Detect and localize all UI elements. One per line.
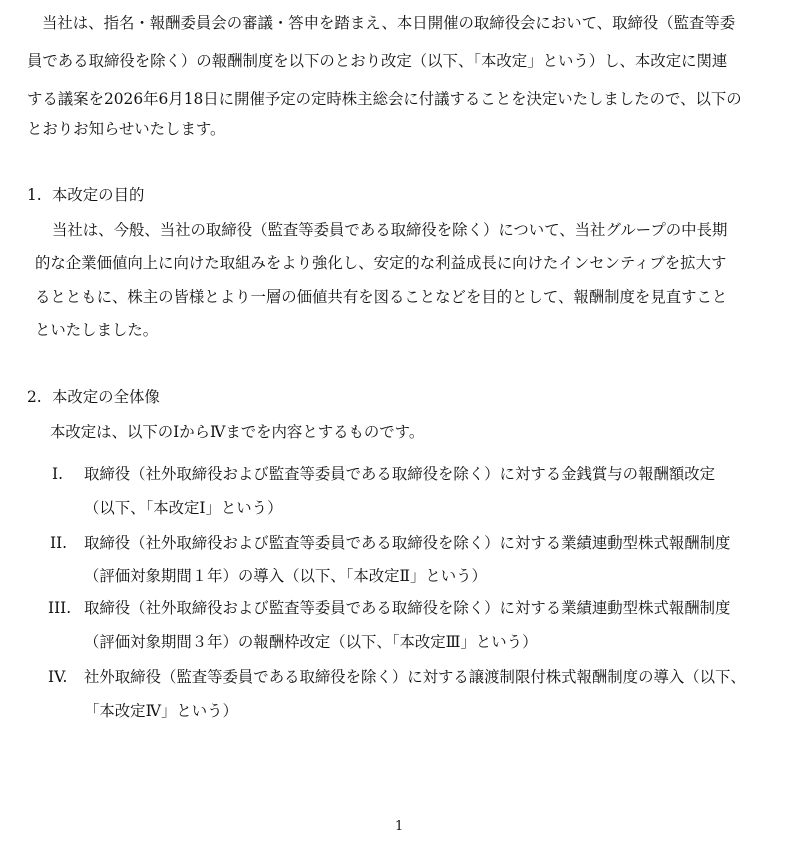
- item-1-line-2: （以下、「本改定Ⅰ」という）: [84, 499, 283, 517]
- item-1-line-1: 取締役（社外取締役および監査等委員である取締役を除く）に対する金銭賞与の報酬額改定: [84, 465, 716, 483]
- intro-line-1: 当社は、指名・報酬委員会の審議・答申を踏まえ、本日開催の取締役会において、取締役（監査等委: [42, 14, 736, 32]
- intro-line-3: する議案を2026年6月18日に開催予定の定時株主総会に付議することを決定いたしましたので、以下の: [27, 90, 742, 108]
- section2-number: 2.: [27, 388, 42, 406]
- item-2-line-1: 取締役（社外取締役および監査等委員である取締役を除く）に対する業績連動型株式報酬制度: [84, 534, 731, 552]
- item-3-marker: III.: [48, 599, 72, 617]
- section1-line-3: るとともに、株主の皆様とより一層の価値共有を図ることなどを目的として、報酬制度を見直すこと: [35, 288, 728, 306]
- intro-line-4: とおりお知らせいたします。: [27, 120, 226, 138]
- item-2-marker: II.: [50, 534, 68, 552]
- page-number: 1: [395, 819, 404, 834]
- intro-line-2: 員である取締役を除く）の報酬制度を以下のとおり改定（以下、「本改定」という）し、本改定に関連: [27, 52, 728, 70]
- section1-number: 1.: [27, 186, 42, 204]
- item-3-line-2: （評価対象期間３年）の報酬枠改定（以下、「本改定Ⅲ」という）: [84, 633, 538, 651]
- section2-lead: 本改定は、以下のⅠからⅣまでを内容とするものです。: [50, 423, 425, 441]
- item-3-line-1: 取締役（社外取締役および監査等委員である取締役を除く）に対する業績連動型株式報酬制度: [84, 599, 731, 617]
- section2-heading: 本改定の全体像: [52, 388, 160, 406]
- item-4-marker: IV.: [48, 668, 68, 686]
- section1-line-4: といたしました。: [35, 321, 159, 339]
- item-1-marker: I.: [52, 465, 63, 483]
- item-4-line-1: 社外取締役（監査等委員である取締役を除く）に対する譲渡制限付株式報酬制度の導入（以下、: [84, 668, 746, 686]
- section1-line-2: 的な企業価値向上に向けた取組みをより強化し、安定的な利益成長に向けたインセンティブを拡大す: [35, 254, 727, 272]
- section1-line-1: 当社は、今般、当社の取締役（監査等委員である取締役を除く）について、当社グループの中長期: [52, 221, 728, 239]
- item-2-line-2: （評価対象期間１年）の導入（以下、「本改定Ⅱ」という）: [84, 567, 487, 585]
- item-4-line-2: 「本改定Ⅳ」という）: [84, 702, 238, 720]
- section1-heading: 本改定の目的: [52, 186, 145, 204]
